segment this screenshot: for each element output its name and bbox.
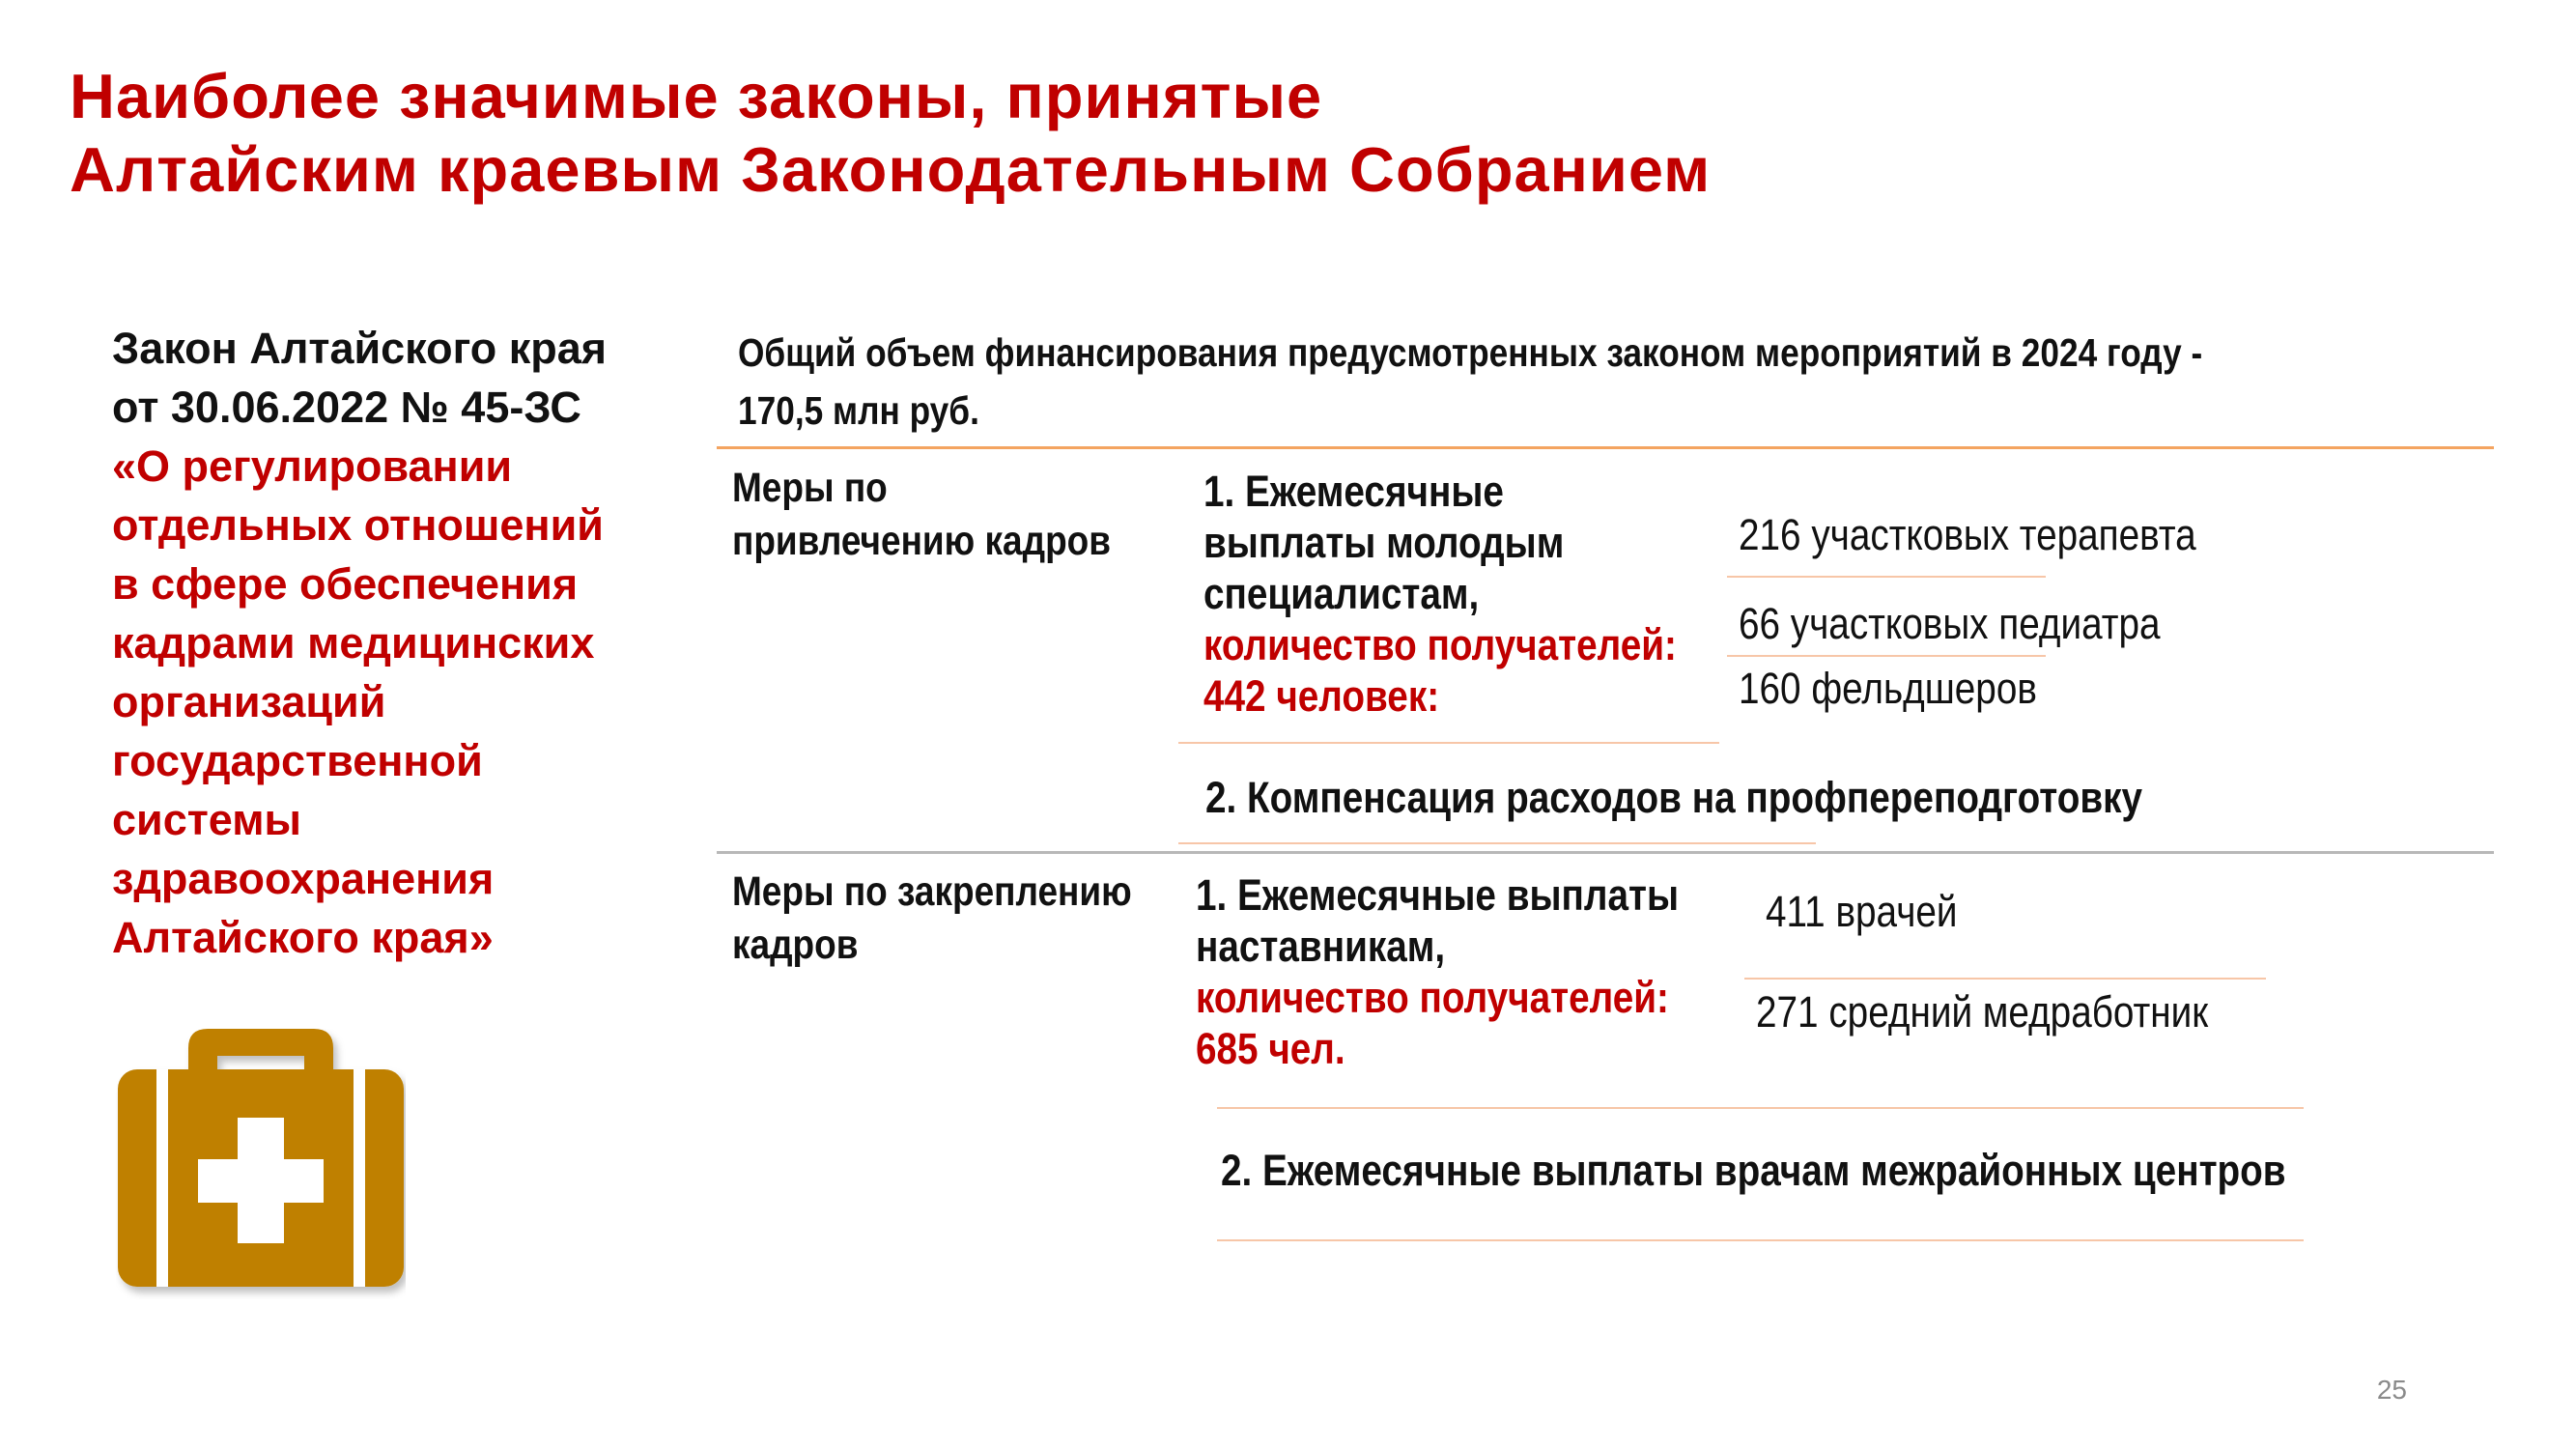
breakdown-item: 66 участковых педиатра: [1739, 599, 2161, 648]
attraction-category: [732, 462, 1111, 568]
medical-kit-icon: [116, 1029, 406, 1299]
category-line: привлечению кадров: [732, 518, 1111, 564]
recipients-value: 685 чел.: [1196, 1024, 1345, 1073]
retention-measure-2: 2. Ежемесячные выплаты врачам межрайонных центров: [1221, 1146, 2286, 1195]
law-title-line-1: Закон Алтайского края: [112, 324, 608, 373]
breakdown-item: 411 врачей: [1766, 887, 1958, 936]
measure-line: наставникам,: [1196, 922, 1446, 971]
measure-line: 1. Ежемесячные: [1203, 467, 1504, 516]
recipients-label: количество получателей:: [1196, 973, 1669, 1022]
law-name-line: системы: [112, 795, 301, 844]
measure-line: 1. Ежемесячные выплаты: [1196, 870, 1680, 920]
measure-divider: [1178, 742, 1719, 744]
breakdown-item: 216 участковых терапевта: [1739, 510, 2196, 559]
breakdown-item: 160 фельдшеров: [1739, 664, 2037, 713]
category-line: кадров: [732, 922, 859, 968]
breakdown-item: 271 средний медработник: [1756, 987, 2209, 1037]
category-line: Меры по: [732, 465, 888, 511]
measure-divider: [1217, 1107, 2304, 1109]
funding-summary: [738, 324, 2491, 440]
measure-divider: [1217, 1239, 2304, 1241]
category-line: Меры по закреплению: [732, 868, 1132, 915]
slide-title: [70, 60, 2291, 207]
law-name-line: Алтайского края»: [112, 913, 494, 962]
law-name-line: в сфере обеспечения: [112, 559, 579, 609]
law-name-line: кадрами медицинских: [112, 618, 595, 668]
law-name-line: здравоохранения: [112, 854, 495, 903]
measure-line: специалистам,: [1203, 569, 1480, 618]
funding-line-2: 170,5 млн руб.: [738, 388, 979, 433]
retention-category: [732, 866, 1132, 972]
law-description: [112, 319, 692, 967]
slide-title-line-1: Наиболее значимые законы, принятые: [70, 61, 1323, 131]
law-name-line: организаций: [112, 677, 386, 726]
measure-line: выплаты молодым: [1203, 518, 1565, 567]
funding-line-1: Общий объем финансирования предусмотренных законом мероприятий в 2024 году -: [738, 330, 2203, 375]
breakdown-divider: [1727, 655, 2046, 657]
breakdown-divider: [1727, 576, 2046, 578]
law-name-line: отдельных отношений: [112, 500, 604, 550]
law-name-line: государственной: [112, 736, 483, 785]
recipients-label: количество получателей:: [1203, 620, 1677, 669]
law-title-line-2: от 30.06.2022 № 45-ЗС: [112, 383, 581, 432]
breakdown-divider: [1744, 978, 2266, 980]
attraction-measure-2: 2. Компенсация расходов на профпереподготовку: [1205, 773, 2143, 822]
measure-divider: [1178, 842, 1816, 844]
header-divider: [717, 446, 2494, 449]
section-divider: [717, 851, 2494, 854]
retention-measure-1: [1196, 869, 1679, 1074]
attraction-measure-1: [1203, 466, 1677, 722]
law-name-line: «О регулировании: [112, 441, 513, 491]
slide-title-line-2: Алтайским краевым Законодательным Собранием: [70, 134, 1712, 205]
recipients-value: 442 человек:: [1203, 671, 1440, 721]
page-number: 25: [2376, 1375, 2407, 1405]
